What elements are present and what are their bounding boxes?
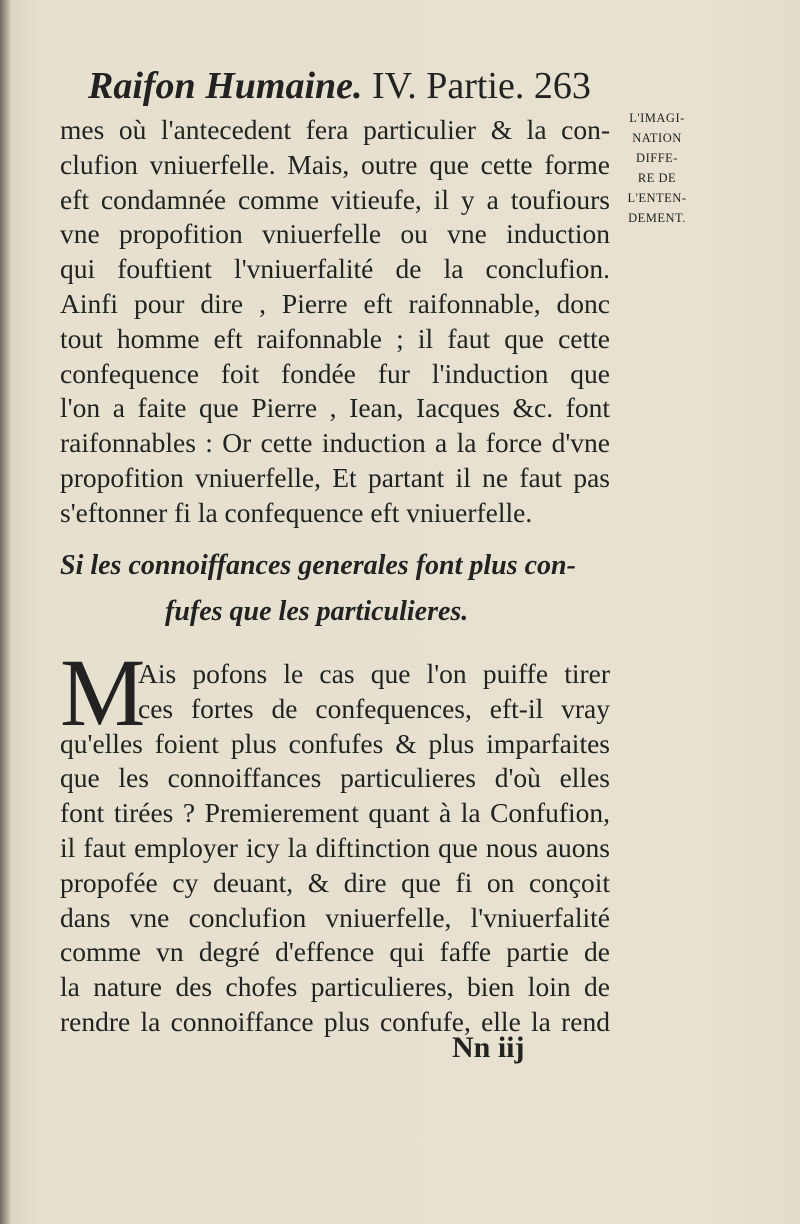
margin-note-line: L'ENTEN- [627, 191, 687, 205]
margin-note-line: DIFFE- [636, 151, 678, 165]
text-line: que les connoiffances particulieres d'où elles [60, 762, 610, 794]
text-line: qu'elles foient plus confufes & plus imparfaites [60, 727, 610, 759]
text-line: comme vn degré d'effence qui faffe partie de [60, 936, 610, 968]
text-line: rendre la connoiffance plus confufe, elle la rend [60, 1005, 610, 1037]
running-title: Raifon Humaine. [88, 65, 363, 107]
text-line: s'eftonner fi la confequence eft vniuerfelle. [60, 496, 533, 528]
text-line: l'on a faite que Pierre , Iean, Iacques &c. font [60, 392, 610, 424]
part-and-page-number: IV. Partie. 263 [362, 65, 591, 107]
section-heading-line-2: fufes que les particulieres. [165, 596, 469, 627]
text-line: raifonnables : Or cette induction a la force d'vne [60, 427, 610, 459]
margin-note [612, 108, 702, 228]
drop-cap: M [60, 639, 146, 746]
text-line: il faut employer icy la diftinction que nous auons [60, 831, 610, 863]
text-line: qui fouftient l'vniuerfalité de la conclufion. [60, 253, 610, 285]
text-line: la nature des chofes particulieres, bien loin de [60, 971, 610, 1003]
text-line: Ainfi pour dire , Pierre eft raifonnable, donc [60, 287, 610, 319]
text-line: propofition vniuerfelle, Et partant il ne faut pas [60, 461, 610, 493]
text-line: clufion vniuerfelle. Mais, outre que cette forme [60, 148, 610, 180]
margin-note-line: DEMENT. [628, 211, 686, 225]
margin-note-line: RE DE [637, 171, 677, 185]
text-line: ces fortes de confequences, eft-il vray [138, 692, 610, 724]
paragraph-2 [60, 657, 610, 1040]
section-heading-line-1: Si les connoiffances generales font plus con- [60, 550, 576, 581]
running-header [88, 62, 648, 110]
text-line: mes où l'antecedent fera particulier & la con- [60, 114, 610, 145]
text-line: dans vne conclufion vniuerfelle, l'vniuerfalité [60, 901, 610, 933]
text-line: Ais pofons le cas que l'on puiffe tirer [138, 658, 610, 689]
text-line: confequence foit fondée fur l'induction que [60, 357, 610, 389]
signature-mark: Nn iij [452, 1031, 525, 1064]
text-line: vne propofition vniuerfelle ou vne induction [60, 218, 610, 250]
book-gutter [0, 0, 10, 1224]
text-line: eft condamnée comme vitieufe, il y a toufiours [60, 183, 610, 215]
margin-note-line: NATION [632, 131, 682, 145]
text-line: tout homme eft raifonnable ; il faut que cette [60, 322, 610, 354]
text-line: propofée cy deuant, & dire que fi on conçoit [60, 866, 610, 898]
paragraph-1 [60, 113, 610, 531]
margin-note-line: L'IMAGI- [629, 111, 685, 125]
section-heading [60, 543, 620, 635]
text-line: font tirées ? Premierement quant à la Confufion, [60, 797, 610, 829]
